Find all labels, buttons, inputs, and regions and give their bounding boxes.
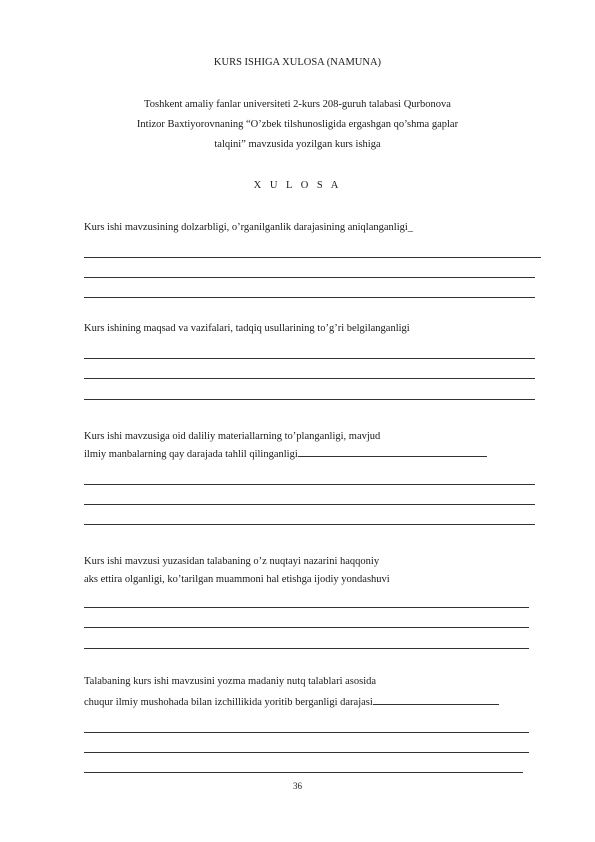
intro-line-3: talqini” mavzusida yozilgan kurs ishiga [214, 139, 381, 150]
section-3-line-2-text: ilmiy manbalarning qay darajada tahlil qilinganligi [84, 449, 298, 460]
section-4-line-1: Kurs ishi mavzusi yuzasidan talabaning o’z nuqtayi nazarini haqqoniy [84, 556, 380, 567]
answer-line [84, 297, 535, 298]
section-3-line-2 [84, 448, 487, 462]
answer-line [84, 752, 529, 753]
answer-line [84, 627, 529, 628]
section-3-line-1: Kurs ishi mavzusiga oid daliliy materiallarning to’planganligi, mavjud [84, 431, 381, 442]
answer-line [84, 277, 535, 278]
intro-line-2: Intizor Baxtiyorovnaning “O’zbek tilshunosligida ergashgan qo’shma gaplar [136, 119, 459, 130]
answer-line [84, 524, 535, 525]
answer-line [84, 607, 529, 608]
answer-line [84, 257, 541, 258]
section-5-line-2-text: chuqur ilmiy mushohada bilan izchillikida yoritib berganligi darajasi [84, 697, 373, 708]
answer-line [373, 703, 499, 705]
document-title: KURS ISHIGA XULOSA (NAMUNA) [213, 57, 382, 68]
section-4-line-2: aks ettira olganligi, ko’tarilgan muammoni hal etishga ijodiy yondashuvi [84, 574, 390, 585]
section-heading: X U L O S A [253, 180, 342, 191]
answer-line [84, 732, 529, 733]
answer-line [84, 484, 535, 485]
answer-line [84, 358, 535, 359]
answer-line [84, 399, 535, 400]
page-number: 36 [293, 781, 302, 791]
answer-line [84, 772, 523, 773]
answer-line [298, 455, 487, 457]
answer-line [84, 378, 535, 379]
intro-line-1: Toshkent amaliy fanlar universiteti 2-kurs 208-guruh talabasi Qurbonova [144, 99, 451, 110]
answer-line [84, 504, 535, 505]
section-2-line-1: Kurs ishining maqsad va vazifalari, tadqiq usullarining to’g’ri belgilanganligi [84, 323, 410, 334]
section-5-line-1: Talabaning kurs ishi mavzusini yozma madaniy nutq talablari asosida [84, 676, 377, 687]
answer-line [84, 648, 529, 649]
section-1-line-1: Kurs ishi mavzusining dolzarbligi, o’rganilganlik darajasining aniqlanganligi_ [84, 222, 414, 233]
section-5-line-2 [84, 696, 499, 710]
